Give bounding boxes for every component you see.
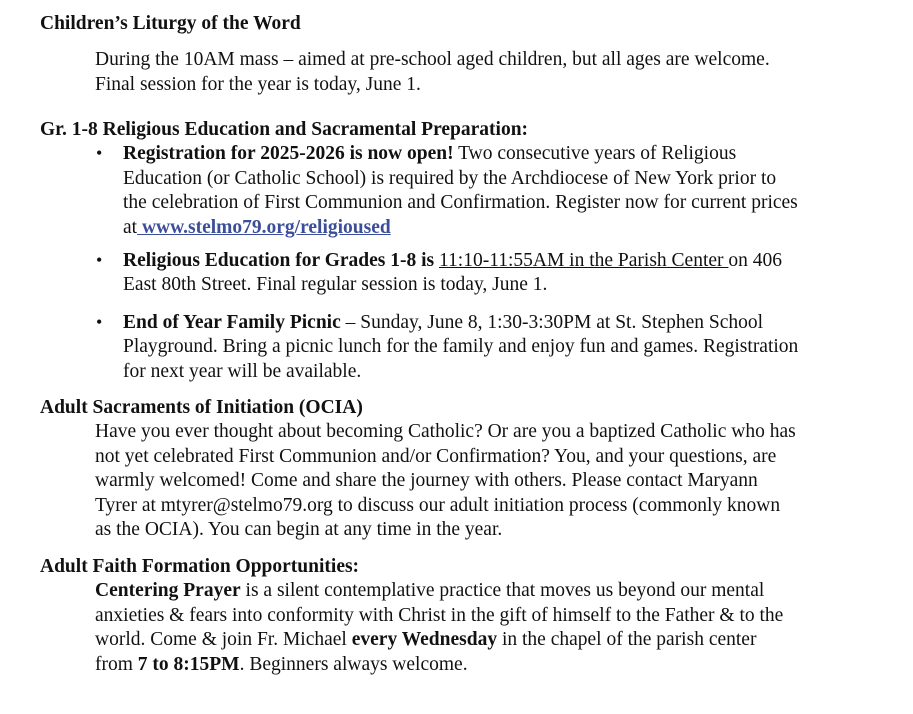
religious-ed-list	[40, 142, 880, 384]
schedule-text-2: East 80th Street. Final regular session is today, June 1.	[123, 274, 548, 296]
time-bold: 7 to 8:15PM	[137, 653, 240, 675]
adult-faith-text-3b: in the chapel of the parish center	[497, 629, 757, 651]
adult-faith-text-2: anxieties & fears into conformity with Christ in the gift of himself to the Father & to the	[95, 604, 784, 626]
picnic-text-2: Playground. Bring a picnic lunch for the family and enjoy fun and games. Registration	[123, 336, 799, 358]
picnic-text-3: for next year will be available.	[123, 360, 362, 382]
registration-at: at	[123, 216, 138, 238]
adult-faith-body	[95, 579, 875, 677]
childrens-liturgy-line-1: During the 10AM mass – aimed at pre-school aged children, but all ages are welcome.	[95, 49, 770, 71]
ocia-line-1: Have you ever thought about becoming Catholic? Or are you a baptized Catholic who has	[95, 421, 796, 443]
religious-ed-heading: Gr. 1-8 Religious Education and Sacramental Preparation:	[40, 119, 529, 140]
schedule-time-location: 11:10-11:55AM in the Parish Center	[439, 250, 729, 272]
ocia-line-2: not yet celebrated First Communion and/or Confirmation? You, and your questions, are	[95, 445, 777, 467]
section-adult-faith	[40, 555, 880, 677]
schedule-text-1: on 406	[728, 250, 783, 272]
ocia-line-3: warmly welcomed! Come and share the journey with others. Please contact Maryann	[95, 470, 758, 492]
centering-prayer-bold: Centering Prayer	[95, 580, 241, 602]
registration-text-3: the celebration of First Communion and Confirmation. Register now for current prices	[123, 192, 798, 214]
ocia-body	[95, 420, 875, 542]
bullet-icon: •	[96, 311, 103, 332]
section-ocia	[40, 396, 880, 542]
registration-text-1: Two consecutive years of Religious	[453, 143, 737, 165]
adult-faith-text-1: is a silent contemplative practice that moves us beyond our mental	[240, 580, 765, 602]
registration-bold: Registration for 2025-2026 is now open!	[123, 143, 454, 165]
section-childrens-liturgy	[40, 12, 880, 97]
adult-faith-heading: Adult Faith Formation Opportunities:	[40, 556, 360, 577]
schedule-bold: Religious Education for Grades 1-8 is	[123, 250, 435, 272]
religious-ed-item-schedule	[96, 249, 883, 298]
registration-text-2: Education (or Catholic School) is required by the Archdiocese of New York prior to	[123, 167, 777, 189]
religious-ed-item-registration	[96, 142, 883, 240]
childrens-liturgy-heading: Children’s Liturgy of the Word	[40, 13, 301, 34]
ocia-heading: Adult Sacraments of Initiation (OCIA)	[40, 397, 363, 418]
childrens-liturgy-body	[95, 48, 875, 97]
section-religious-education	[40, 118, 880, 384]
ocia-line-4: Tyrer at mtyrer@stelmo79.org to discuss our adult initiation process (commonly known	[95, 494, 781, 516]
picnic-text-1: – Sunday, June 8, 1:30-3:30PM at St. Stephen School	[340, 311, 764, 333]
childrens-liturgy-line-2: Final session for the year is today, June 1.	[95, 73, 421, 95]
religious-ed-link[interactable]: www.stelmo79.org/religioused	[137, 216, 391, 238]
religious-ed-item-picnic	[96, 311, 883, 384]
every-wednesday-bold: every Wednesday	[351, 629, 498, 651]
adult-faith-text-4b: . Beginners always welcome.	[239, 653, 468, 675]
bullet-icon: •	[96, 250, 103, 271]
bullet-icon: •	[96, 143, 103, 164]
adult-faith-text-4a: from	[95, 653, 138, 675]
picnic-bold: End of Year Family Picnic	[123, 311, 341, 333]
adult-faith-text-3a: world. Come & join Fr. Michael	[95, 629, 352, 651]
ocia-line-5: as the OCIA). You can begin at any time in the year.	[95, 519, 503, 541]
